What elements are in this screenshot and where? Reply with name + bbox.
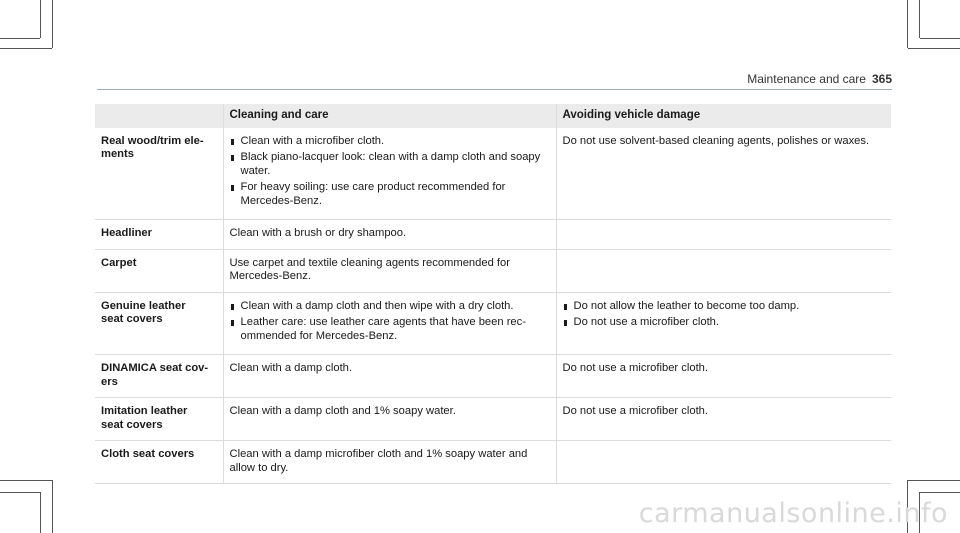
row-label bbox=[95, 355, 223, 398]
crop-mark bbox=[908, 480, 960, 481]
crop-mark bbox=[0, 492, 40, 493]
cell-text: Clean with a damp microfiber cloth and 1% soapy water and allow to dry. bbox=[229, 448, 528, 474]
bullet-list bbox=[563, 300, 886, 330]
running-header bbox=[747, 72, 892, 86]
row-label-text: Imitation leather seat covers bbox=[101, 405, 188, 431]
table-header-row bbox=[95, 104, 891, 128]
cleaning-cell bbox=[223, 128, 556, 220]
table-row bbox=[95, 292, 891, 355]
crop-mark bbox=[0, 38, 40, 39]
bullet-item: Do not use a microfiber cloth. bbox=[563, 316, 886, 330]
bullet-item: For heavy soiling: use care product recommended for Mercedes-Benz. bbox=[230, 181, 550, 208]
cell-text: Do not use a microfiber cloth. bbox=[562, 362, 709, 374]
cell-text: Clean with a brush or dry shampoo. bbox=[229, 227, 407, 239]
crop-mark bbox=[920, 492, 960, 493]
cell-text: Use carpet and textile cleaning agents recommended for Mercedes-Benz. bbox=[229, 256, 510, 282]
bullet-item: Do not allow the leather to become too damp. bbox=[563, 300, 886, 314]
cell-text: Clean with a damp cloth and 1% soapy water. bbox=[229, 405, 456, 417]
crop-mark bbox=[919, 0, 920, 38]
row-label bbox=[95, 292, 223, 355]
damage-cell bbox=[556, 355, 891, 398]
table-row bbox=[95, 220, 891, 250]
cleaning-cell bbox=[223, 441, 556, 484]
row-label-text: Real wood/trim ele- ments bbox=[101, 134, 204, 160]
row-label bbox=[95, 441, 223, 484]
crop-mark bbox=[52, 0, 53, 48]
header-divider bbox=[97, 89, 892, 90]
care-table bbox=[95, 104, 891, 484]
cleaning-cell bbox=[223, 220, 556, 250]
crop-mark bbox=[907, 0, 908, 48]
crop-mark bbox=[52, 480, 53, 533]
cleaning-cell bbox=[223, 292, 556, 355]
table-row bbox=[95, 398, 891, 441]
damage-cell bbox=[556, 441, 891, 484]
cell-text: Do not use a microfiber cloth. bbox=[562, 405, 709, 417]
bullet-item: Leather care: use leather care agents that have been rec- ommended for Mercedes-Benz. bbox=[230, 316, 550, 343]
table-row bbox=[95, 128, 891, 220]
cell-text: Do not use solvent-based cleaning agents, polishes or waxes. bbox=[562, 134, 870, 147]
row-label-text: DINAMICA seat cov- ers bbox=[101, 362, 209, 388]
column-header bbox=[95, 104, 223, 128]
section-title: Maintenance and care bbox=[747, 72, 866, 86]
row-label-text: Cloth seat covers bbox=[101, 448, 195, 460]
crop-mark bbox=[0, 48, 52, 49]
bullet-item: Clean with a microfiber cloth. bbox=[230, 135, 550, 149]
page-number: 365 bbox=[871, 72, 892, 86]
row-label bbox=[95, 128, 223, 220]
damage-cell bbox=[556, 128, 891, 220]
damage-cell bbox=[556, 220, 891, 250]
row-label-text: Carpet bbox=[101, 256, 137, 269]
watermark: carmanualsonline.info bbox=[638, 498, 948, 529]
damage-cell bbox=[556, 292, 891, 355]
row-label bbox=[95, 249, 223, 292]
crop-mark bbox=[40, 0, 41, 38]
crop-mark bbox=[0, 480, 52, 481]
table-row bbox=[95, 355, 891, 398]
row-label-text: Genuine leather seat covers bbox=[101, 299, 186, 325]
column-header-avoiding-damage: Avoiding vehicle damage bbox=[556, 104, 891, 128]
crop-mark bbox=[908, 48, 960, 49]
crop-mark bbox=[920, 38, 960, 39]
table-row bbox=[95, 249, 891, 292]
bullet-item: Black piano-lacquer look: clean with a damp cloth and soapy water. bbox=[230, 151, 550, 178]
bullet-list bbox=[230, 135, 550, 209]
bullet-list bbox=[230, 300, 550, 344]
row-label bbox=[95, 220, 223, 250]
table-row bbox=[95, 441, 891, 484]
row-label-text: Headliner bbox=[101, 227, 152, 239]
cleaning-cell bbox=[223, 249, 556, 292]
bullet-item: Clean with a damp cloth and then wipe with a dry cloth. bbox=[230, 300, 550, 314]
damage-cell bbox=[556, 398, 891, 441]
cleaning-cell bbox=[223, 398, 556, 441]
cleaning-cell bbox=[223, 355, 556, 398]
damage-cell bbox=[556, 249, 891, 292]
column-header-cleaning: Cleaning and care bbox=[223, 104, 556, 128]
cell-text: Clean with a damp cloth. bbox=[229, 362, 353, 374]
crop-mark bbox=[40, 492, 41, 533]
row-label bbox=[95, 398, 223, 441]
